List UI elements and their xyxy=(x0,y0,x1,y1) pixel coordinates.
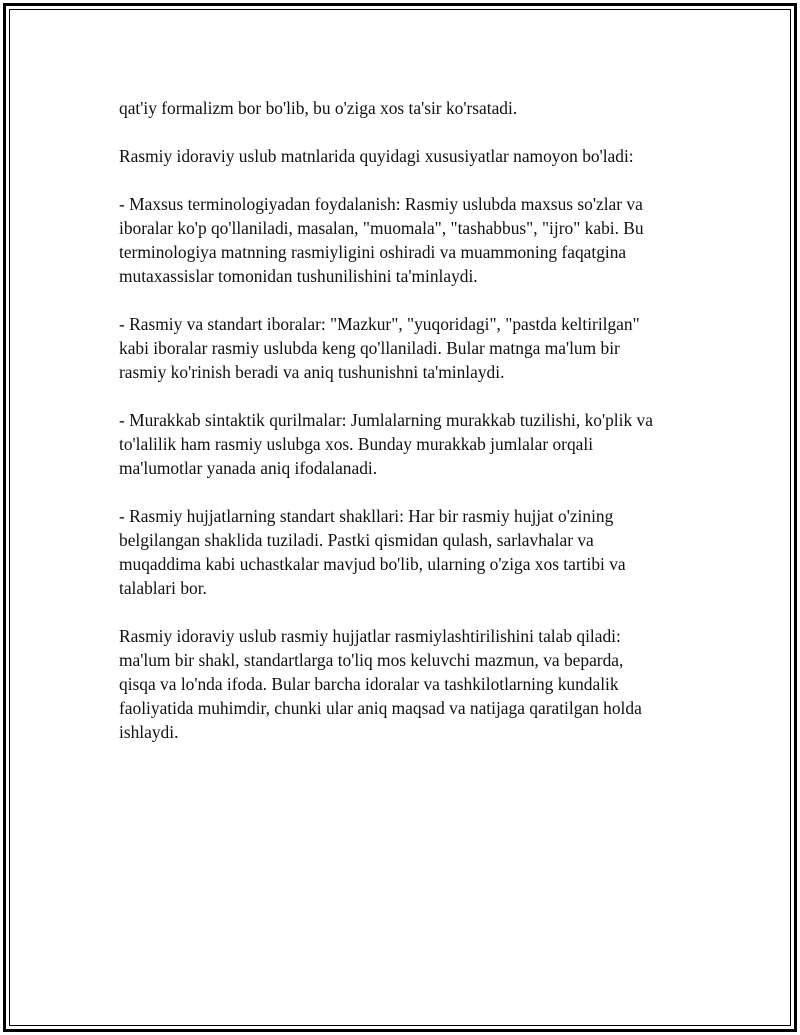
list-item-standard-phrases: - Rasmiy va standart iboralar: "Mazkur", "yuqoridagi", "pastda keltirilgan" kabi iboralar rasmiy uslubda keng qo'llaniladi. Bular matnga ma'lum bir rasmiy ko'rinish beradi va aniq tushunishni ta'minlaydi. xyxy=(119,314,640,382)
paragraph-conclusion: Rasmiy idoraviy uslub rasmiy hujjatlar rasmiylashtirilishini talab qiladi: ma'lum bir shakl, standartlarga to'liq mos keluvchi mazmun, va beparda, qisqa va lo'nda ifoda. Bular barcha idoralar va tashkilotlarning kundalik faoliyatida muhimdir, chunki ular aniq maqsad va natijaga qaratilgan holda ishlaydi. xyxy=(119,626,642,742)
list-item-syntax: - Murakkab sintaktik qurilmalar: Jumlalarning murakkab tuzilishi, ko'plik va to'lalilik ham rasmiy uslubga xos. Bunday murakkab jumlalar orqali ma'lumotlar yanada aniq ifodalanadi. xyxy=(119,410,653,478)
paragraph-intro: Rasmiy idoraviy uslub matnlarida quyidagi xususiyatlar namoyon bo'ladi: xyxy=(119,146,634,166)
paragraph-continuation: qat'iy formalizm bor bo'lib, bu o'ziga xos ta'sir ko'rsatadi. xyxy=(119,98,518,118)
page-border xyxy=(3,3,797,1032)
list-item-terminology: - Maxsus terminologiyadan foydalanish: Rasmiy uslubda maxsus so'zlar va iboralar ko'p qo'llaniladi, masalan, "muomala", "tashabbus", "ijro" kabi. Bu terminologiya matnning rasmiyligini oshiradi va muammoning faqatgina mutaxassislar tomonidan tushunilishini ta'minlaydi. xyxy=(119,194,644,286)
document-body xyxy=(119,96,699,768)
list-item-document-forms: - Rasmiy hujjatlarning standart shakllari: Har bir rasmiy hujjat o'zining belgilangan shaklida tuziladi. Pastki qismidan qulash, sarlavhalar va muqaddima kabi uchastkalar mavjud bo'lib, ularning o'ziga xos tartibi va talablari bor. xyxy=(119,506,626,598)
